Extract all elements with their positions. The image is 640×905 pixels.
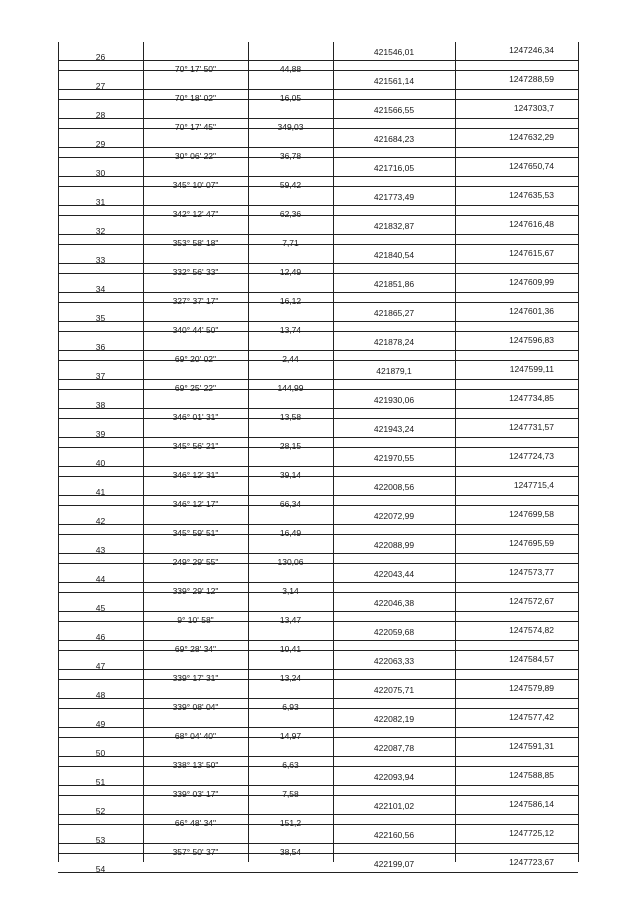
point-number: 43 xyxy=(95,545,106,555)
y-coordinate: 1247591,31 xyxy=(509,741,554,751)
point-number: 38 xyxy=(95,400,106,410)
point-number: 49 xyxy=(95,719,106,729)
segment-length: 10,41 xyxy=(279,644,302,654)
point-number: 27 xyxy=(95,81,106,91)
x-coordinate: 422087,78 xyxy=(373,743,415,753)
segment-length: 44,88 xyxy=(279,64,302,74)
direction-angle: 353° 58' 18" xyxy=(172,238,219,248)
segment-length: 7,58 xyxy=(282,789,299,799)
y-coordinate: 1247731,57 xyxy=(509,422,554,432)
segment-length: 13,24 xyxy=(279,673,302,683)
direction-angle: 339° 08' 04" xyxy=(172,702,219,712)
segment-length: 12,49 xyxy=(279,267,302,277)
y-coordinate: 1247246,34 xyxy=(509,45,554,55)
column-rule xyxy=(58,42,59,862)
direction-angle: 342° 12' 47" xyxy=(172,209,219,219)
direction-angle: 70° 18' 02" xyxy=(174,93,217,103)
segment-length: 16,49 xyxy=(279,528,302,538)
point-number: 39 xyxy=(95,429,106,439)
direction-angle: 327° 37' 17" xyxy=(172,296,219,306)
segment-length: 59,42 xyxy=(279,180,302,190)
point-number: 37 xyxy=(95,371,106,381)
x-coordinate: 421566,55 xyxy=(373,105,415,115)
direction-angle: 30° 06' 22" xyxy=(174,151,217,161)
point-number: 26 xyxy=(95,52,106,62)
direction-angle: 339° 03' 17" xyxy=(172,789,219,799)
point-number: 47 xyxy=(95,661,106,671)
y-coordinate: 1247584,57 xyxy=(509,654,554,664)
segment-length: 13,74 xyxy=(279,325,302,335)
y-coordinate: 1247615,67 xyxy=(509,248,554,258)
y-coordinate: 1247734,85 xyxy=(509,393,554,403)
segment-length: 62,36 xyxy=(279,209,302,219)
x-coordinate: 421716,05 xyxy=(373,163,415,173)
segment-length: 39,14 xyxy=(279,470,302,480)
segment-length: 13,58 xyxy=(279,412,302,422)
direction-angle: 332° 56' 33" xyxy=(172,267,219,277)
direction-angle: 249° 29' 55" xyxy=(172,557,219,567)
direction-angle: 69° 25' 22" xyxy=(174,383,217,393)
x-coordinate: 421970,55 xyxy=(373,453,415,463)
segment-length: 6,63 xyxy=(282,760,299,770)
direction-angle: 346° 12' 17" xyxy=(172,499,219,509)
point-number: 45 xyxy=(95,603,106,613)
x-coordinate: 422093,94 xyxy=(373,772,415,782)
segment-length: 14,97 xyxy=(279,731,302,741)
segment-length: 66,34 xyxy=(279,499,302,509)
x-coordinate: 422199,07 xyxy=(373,859,415,869)
direction-angle: 69° 28' 34" xyxy=(174,644,217,654)
y-coordinate: 1247650,74 xyxy=(509,161,554,171)
x-coordinate: 422101,02 xyxy=(373,801,415,811)
y-coordinate: 1247599,11 xyxy=(509,364,554,374)
segment-length: 349,03 xyxy=(277,122,304,132)
x-coordinate: 421546,01 xyxy=(373,47,415,57)
x-coordinate: 421840,54 xyxy=(373,250,415,260)
y-coordinate: 1247616,48 xyxy=(509,219,554,229)
x-coordinate: 421879,1 xyxy=(376,366,412,376)
point-number: 35 xyxy=(95,313,106,323)
y-coordinate: 1247579,89 xyxy=(509,683,554,693)
column-rule xyxy=(578,42,579,862)
y-coordinate: 1247715,4 xyxy=(513,480,554,490)
direction-angle: 357° 50' 37" xyxy=(172,847,219,857)
direction-angle: 345° 56' 21" xyxy=(172,441,219,451)
y-coordinate: 1247723,67 xyxy=(509,857,554,867)
point-number: 50 xyxy=(95,748,106,758)
segment-length: 144,99 xyxy=(277,383,304,393)
point-number: 46 xyxy=(95,632,106,642)
x-coordinate: 422075,71 xyxy=(373,685,415,695)
direction-angle: 70° 17' 45" xyxy=(174,122,217,132)
point-number: 48 xyxy=(95,690,106,700)
y-coordinate: 1247574,82 xyxy=(509,625,554,635)
point-number: 44 xyxy=(95,574,106,584)
x-coordinate: 422046,38 xyxy=(373,598,415,608)
segment-length: 6,93 xyxy=(282,702,299,712)
direction-angle: 66° 48' 34" xyxy=(174,818,217,828)
segment-length: 2,44 xyxy=(282,354,299,364)
point-number: 53 xyxy=(95,835,106,845)
direction-angle: 339° 17' 31" xyxy=(172,673,219,683)
direction-angle: 339° 29' 12" xyxy=(172,586,219,596)
point-number: 51 xyxy=(95,777,106,787)
x-coordinate: 421878,24 xyxy=(373,337,415,347)
segment-length: 151,2 xyxy=(279,818,302,828)
direction-angle: 68° 04' 40" xyxy=(174,731,217,741)
direction-angle: 69° 20' 02" xyxy=(174,354,217,364)
x-coordinate: 422043,44 xyxy=(373,569,415,579)
direction-angle: 340° 44' 50" xyxy=(172,325,219,335)
x-coordinate: 422008,56 xyxy=(373,482,415,492)
point-number: 34 xyxy=(95,284,106,294)
y-coordinate: 1247725,12 xyxy=(509,828,554,838)
point-number: 40 xyxy=(95,458,106,468)
point-number: 32 xyxy=(95,226,106,236)
point-number: 42 xyxy=(95,516,106,526)
point-number: 31 xyxy=(95,197,106,207)
segment-length: 16,05 xyxy=(279,93,302,103)
segment-length: 7,71 xyxy=(282,238,299,248)
y-coordinate: 1247577,42 xyxy=(509,712,554,722)
x-coordinate: 421832,87 xyxy=(373,221,415,231)
x-coordinate: 421851,86 xyxy=(373,279,415,289)
y-coordinate: 1247699,58 xyxy=(509,509,554,519)
y-coordinate: 1247572,67 xyxy=(509,596,554,606)
point-number: 54 xyxy=(95,864,106,874)
point-number: 41 xyxy=(95,487,106,497)
y-coordinate: 1247586,14 xyxy=(509,799,554,809)
segment-length: 130,06 xyxy=(277,557,304,567)
direction-angle: 345° 10' 07" xyxy=(172,180,219,190)
x-coordinate: 422059,68 xyxy=(373,627,415,637)
x-coordinate: 421943,24 xyxy=(373,424,415,434)
segment-length: 3,14 xyxy=(282,586,299,596)
x-coordinate: 422072,99 xyxy=(373,511,415,521)
x-coordinate: 422160,56 xyxy=(373,830,415,840)
direction-angle: 338° 13' 50" xyxy=(172,760,219,770)
y-coordinate: 1247303,7 xyxy=(513,103,554,113)
x-coordinate: 421865,27 xyxy=(373,308,415,318)
y-coordinate: 1247724,73 xyxy=(509,451,554,461)
x-coordinate: 422063,33 xyxy=(373,656,415,666)
x-coordinate: 421684,23 xyxy=(373,134,415,144)
y-coordinate: 1247596,83 xyxy=(509,335,554,345)
segment-length: 36,78 xyxy=(279,151,302,161)
segment-length: 38,54 xyxy=(279,847,302,857)
y-coordinate: 1247695,59 xyxy=(509,538,554,548)
y-coordinate: 1247601,36 xyxy=(509,306,554,316)
point-number: 29 xyxy=(95,139,106,149)
direction-angle: 70° 17' 50" xyxy=(174,64,217,74)
x-coordinate: 421561,14 xyxy=(373,76,415,86)
y-coordinate: 1247635,53 xyxy=(509,190,554,200)
x-coordinate: 422088,99 xyxy=(373,540,415,550)
y-coordinate: 1247609,99 xyxy=(509,277,554,287)
segment-length: 28,15 xyxy=(279,441,302,451)
y-coordinate: 1247288,59 xyxy=(509,74,554,84)
point-number: 28 xyxy=(95,110,106,120)
direction-angle: 9° 10' 58" xyxy=(177,615,214,625)
direction-angle: 346° 12' 31" xyxy=(172,470,219,480)
y-coordinate: 1247632,29 xyxy=(509,132,554,142)
y-coordinate: 1247588,85 xyxy=(509,770,554,780)
segment-length: 13,47 xyxy=(279,615,302,625)
segment-length: 16,12 xyxy=(279,296,302,306)
direction-angle: 346° 01' 31" xyxy=(172,412,219,422)
direction-angle: 345° 59' 51" xyxy=(172,528,219,538)
point-number: 33 xyxy=(95,255,106,265)
point-number: 52 xyxy=(95,806,106,816)
point-number: 30 xyxy=(95,168,106,178)
x-coordinate: 421773,49 xyxy=(373,192,415,202)
x-coordinate: 421930,06 xyxy=(373,395,415,405)
point-number: 36 xyxy=(95,342,106,352)
x-coordinate: 422082,19 xyxy=(373,714,415,724)
y-coordinate: 1247573,77 xyxy=(509,567,554,577)
